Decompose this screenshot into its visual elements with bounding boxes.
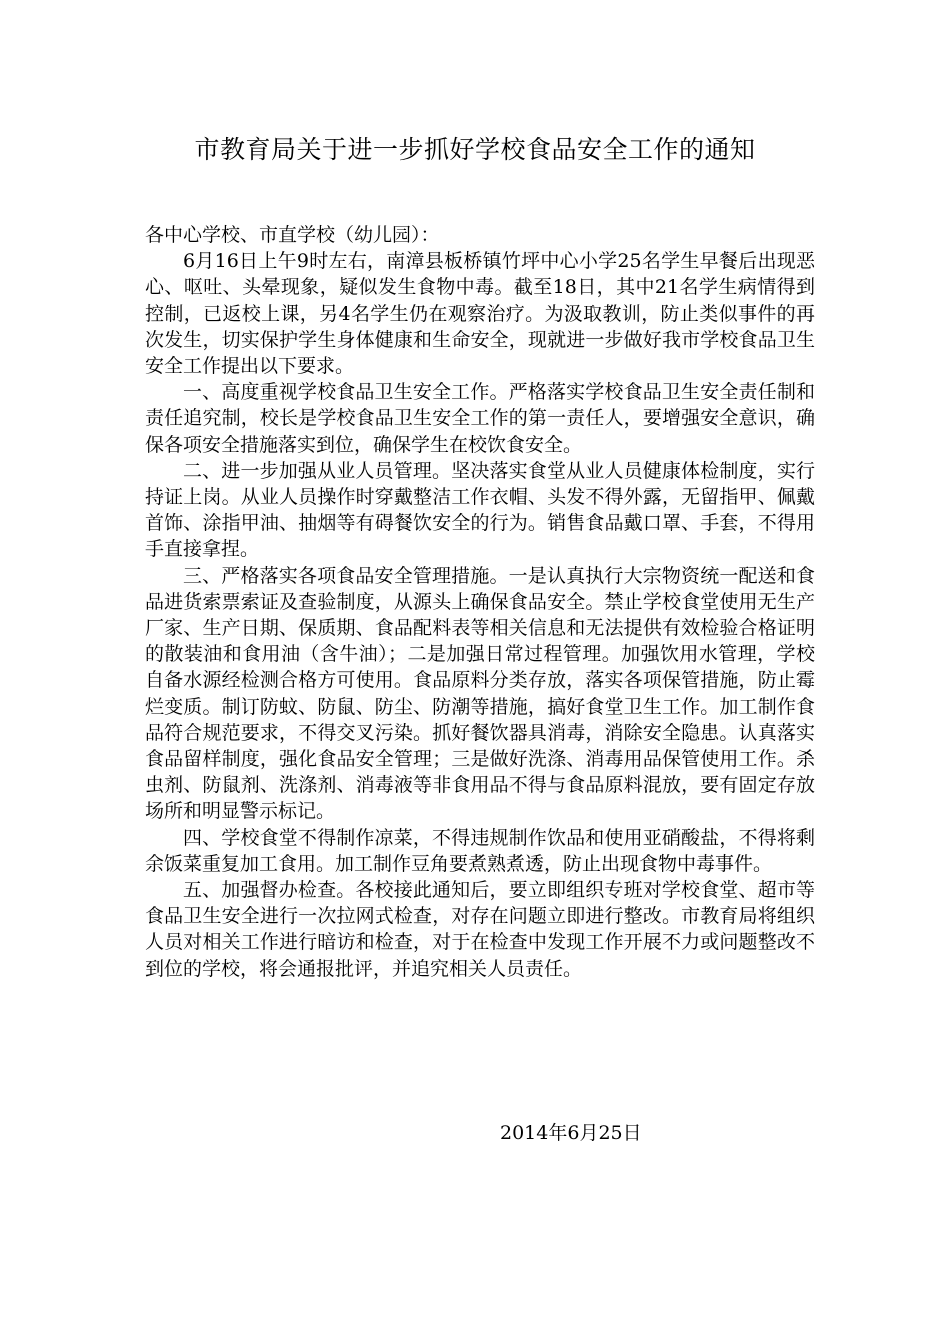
document-body [145,222,815,982]
paragraph-item-4: 四、学校食堂不得制作凉菜，不得违规制作饮品和使用亚硝酸盐，不得将剩余饭菜重复加工食用。加工制作豆角要煮熟煮透，防止出现食物中毒事件。 [145,826,815,875]
paragraph-item-3: 三、严格落实各项食品安全管理措施。一是认真执行大宗物资统一配送和食品进货索票索证及查验制度，从源头上确保食品安全。禁止学校食堂使用无生产厂家、生产日期、保质期、食品配料表等相关信息和无法提供有效检验合格证明的散装油和食用油（含牛油）；二是加强日常过程管理。加强饮用水管理，学校自备水源经检测合格方可使用。食品原料分类存放，落实各项保管措施，防止霉烂变质。制订防蚊、防鼠、防尘、防潮等措施，搞好食堂卫生工作。加工制作食品符合规范要求，不得交叉污染。抓好餐饮器具消毒，消除安全隐患。认真落实食品留样制度，强化食品安全管理；三是做好洗涤、消毒用品保管使用工作。杀虫剂、防鼠剂、洗涤剂、消毒液等非食用品不得与食品原料混放，要有固定存放场所和明显警示标记。 [145,564,815,823]
document-date: 2014年6月25日 [500,1122,642,1144]
paragraph-item-1: 一、高度重视学校食品卫生安全工作。严格落实学校食品卫生安全责任制和责任追究制，校长是学校食品卫生安全工作的第一责任人，要增强安全意识，确保各项安全措施落实到位，确保学生在校饮食安全。 [145,381,815,456]
document-title: 市教育局关于进一步抓好学校食品安全工作的通知 [194,135,756,164]
salutation: 各中心学校、市直学校（幼儿园）： [145,224,440,246]
paragraph-intro: 6月16日上午9时左右，南漳县板桥镇竹坪中心小学25名学生早餐后出现恶心、呕吐、头晕现象，疑似发生食物中毒。截至18日，其中21名学生病情得到控制，已返校上课，另4名学生仍在观察治疗。为汲取教训，防止类似事件的再次发生，切实保护学生身体健康和生命安全，现就进一步做好我市学校食品卫生安全工作提出以下要求。 [145,250,815,378]
paragraph-item-5: 五、加强督办检查。各校接此通知后，要立即组织专班对学校食堂、超市等食品卫生安全进行一次拉网式检查，对存在问题立即进行整改。市教育局将组织人员对相关工作进行暗访和检查，对于在检查中发现工作开展不力或问题整改不到位的学校，将会通报批评，并追究相关人员责任。 [145,879,815,980]
paragraph-item-2: 二、进一步加强从业人员管理。坚决落实食堂从业人员健康体检制度，实行持证上岗。从业人员操作时穿戴整洁工作衣帽、头发不得外露，无留指甲、佩戴首饰、涂指甲油、抽烟等有碍餐饮安全的行为。销售食品戴口罩、手套，不得用手直接拿捏。 [145,459,815,561]
